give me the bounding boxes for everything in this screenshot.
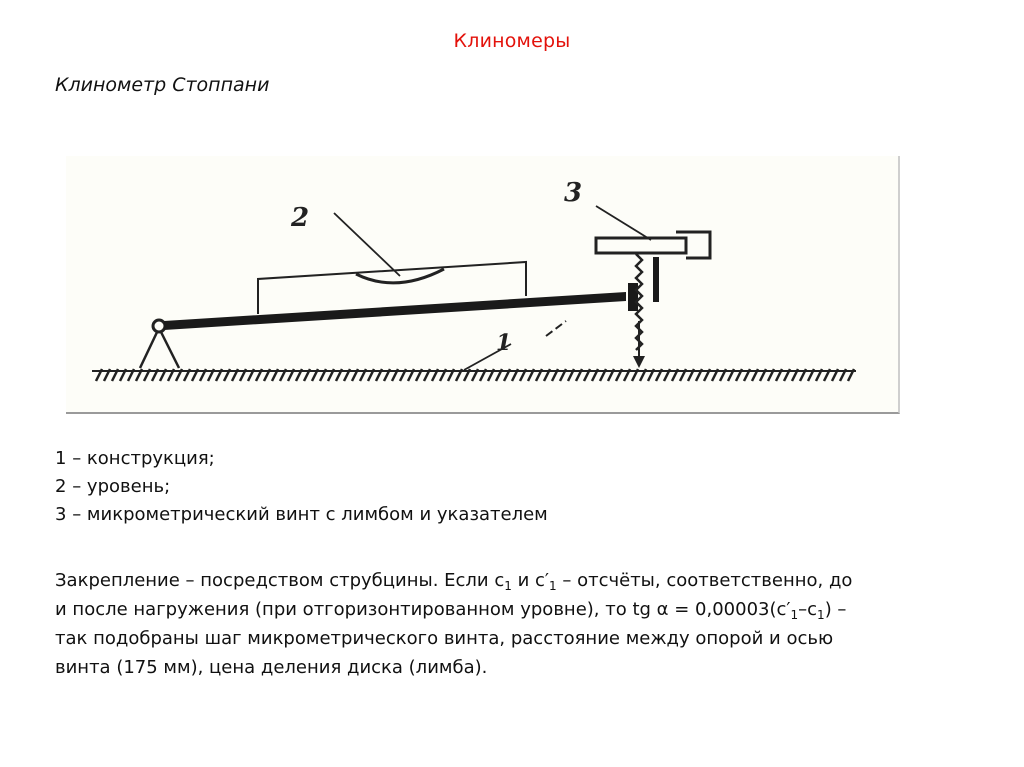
ground-hatching (92, 369, 856, 381)
paragraph-line-3: так подобраны шаг микрометрического винта, расстояние между опорой и осью (55, 628, 834, 649)
legend-text: уровень; (86, 476, 171, 497)
text: и после нагружения (при отгоризонтированном уровне), то tg α = 0,00003(с′ (55, 599, 791, 620)
label-3: 3 (564, 178, 583, 208)
legend-list (55, 445, 548, 529)
legend-item (55, 445, 548, 473)
legend-text: конструкция; (86, 448, 215, 469)
legend-number: 2 (55, 476, 67, 497)
legend-dash: – (72, 476, 82, 497)
description-paragraph (55, 566, 985, 682)
text: –с (798, 599, 818, 620)
legend-dash: – (72, 448, 82, 469)
label-2: 2 (291, 203, 310, 233)
subscript: 1 (504, 579, 512, 593)
legend-text: микрометрический винт с лимбом и указателем (86, 504, 548, 525)
legend-dash: – (72, 504, 82, 525)
paragraph-line-4: винта (175 мм), цена деления диска (лимба). (55, 657, 488, 678)
paragraph-line-2 (55, 595, 985, 624)
legend-number: 3 (55, 504, 67, 525)
clinometer-diagram (66, 156, 900, 414)
legend-number: 1 (55, 448, 67, 469)
subscript: 1 (549, 579, 557, 593)
slide-subtitle: Клинометр Стоппани (55, 74, 270, 96)
paragraph-line-1 (55, 566, 985, 595)
legend-item (55, 501, 548, 529)
subscript: 1 (790, 608, 799, 622)
slide-title: Клиномеры (453, 30, 571, 52)
text: – отсчёты, соответственно, до (556, 570, 853, 591)
text: и с′ (511, 570, 549, 591)
label-1: 1 (496, 330, 512, 356)
beam (164, 292, 626, 330)
subscript: 1 (817, 608, 825, 622)
clinometer-drawing (66, 156, 898, 412)
legend-item (55, 473, 548, 501)
text: Закрепление – посредством струбцины. Если с (55, 570, 505, 591)
text: ) – (824, 599, 847, 620)
